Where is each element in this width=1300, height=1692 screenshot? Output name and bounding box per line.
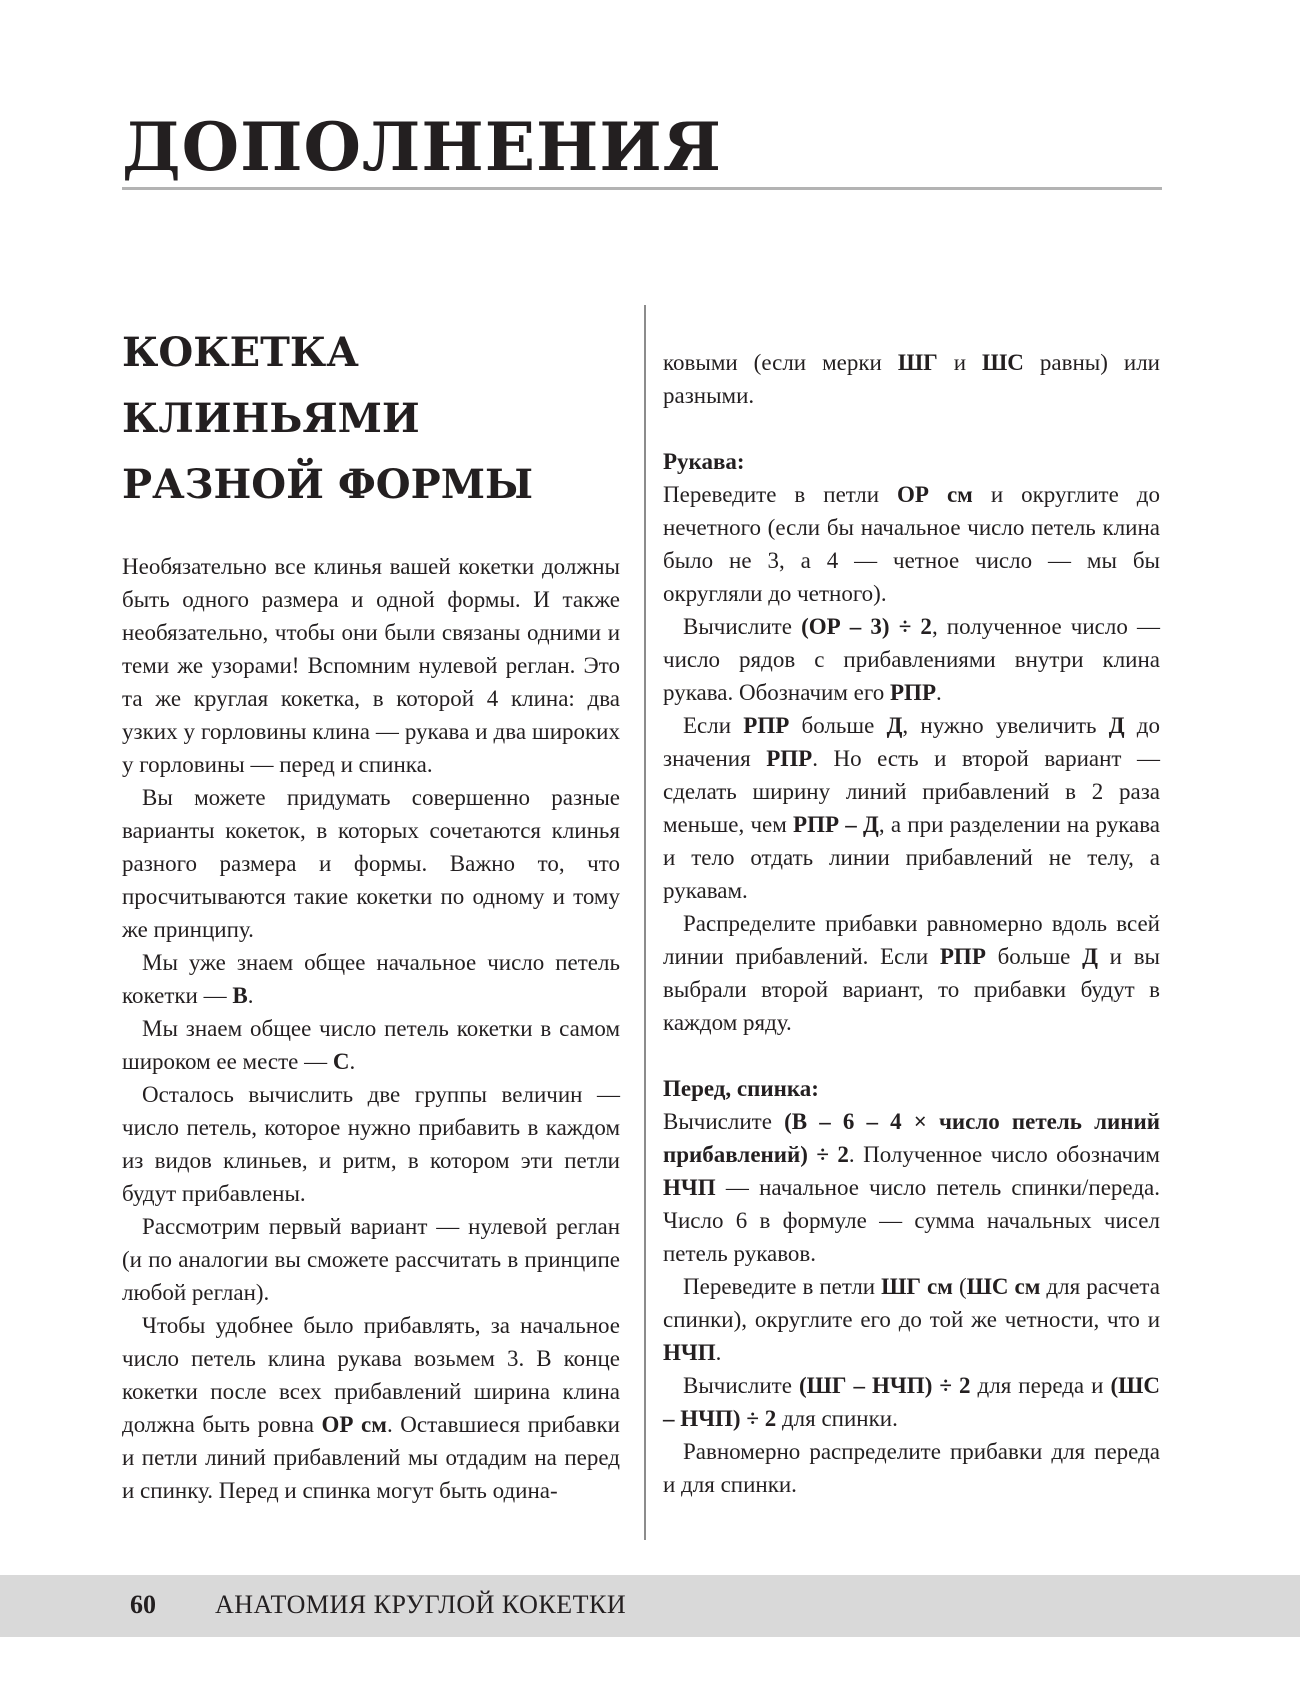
text-run: , полученное число — число рядов с прибавлениями внутри клина рукава. Обозначим его [663,614,1160,705]
text-run: для расчета спинки), округлите его до той же четности, что и [663,1274,1160,1332]
text-run: . Но есть и второй вариант — сделать ширину линий прибавлений в 2 раза меньше, чем [663,746,1161,837]
section-title-line: РАЗНОЙ ФОРМЫ [122,461,534,508]
formula: (В – 6 – 4 × число петель линий прибавлений) ÷ 2 [663,1109,1160,1167]
text-run: , а при разделении на рукава и тело отдать линии прибавлений не телу, а рукавам. [663,812,1161,903]
footer-bar [0,1575,1300,1637]
paragraph: Необязательно все клинья вашей кокетки должны быть одного размера и одной формы. И также необязательно, чтобы они были связаны одними и теми же узорами! Вспомним нулевой реглан. Это та же круглая кокетка, в которой 4 клина: два узких у горловины клина — рукава и два широких у горловины — перед и спинка. [122,554,620,777]
paragraph [663,478,1160,610]
formula: РПР – Д [793,812,879,837]
paragraph [663,709,1160,907]
paragraph [663,346,1160,412]
spacer [663,1039,1160,1072]
subheading-front-back: Перед, спинка: [663,1076,819,1101]
text-run: Вычислите [683,1373,799,1398]
right-column [663,346,1160,1501]
text-run: ( [952,1274,967,1299]
text-run: Распределите прибавки равномерно вдоль всей линии прибавлений. Если [663,911,1160,969]
variable-term: ШГ см [881,1274,953,1299]
section-title-line: КОКЕТКА [122,329,359,376]
variable-term: ШС [982,350,1024,375]
title-rule [122,187,1162,190]
page-number: 60 [130,1590,156,1619]
text-run: Вычислите [683,614,802,639]
running-head: АНАТОМИЯ КРУГЛОЙ КОКЕТКИ [215,1590,627,1619]
text-run: . [936,680,942,705]
text-run: для переда и [970,1373,1111,1398]
variable-term: Д [886,713,903,738]
paragraph: Осталось вычислить две группы величин — число петель, которое нужно прибавить в каждом из видов клиньев, и ритм, в котором эти петли будут прибавлены. [122,1082,620,1206]
text-run: и вы выбрали второй вариант, то прибавки будут в каждом ряду. [663,944,1161,1035]
variable-term: НЧП [663,1175,716,1200]
formula: (ШС – НЧП) ÷ 2 [663,1373,1161,1431]
text-run: ковыми (если мерки [663,350,898,375]
text-run: для спинки. [776,1406,898,1431]
variable-term: ОР см [897,482,973,507]
paragraph: Равномерно распределите прибавки для переда и для спинки. [663,1439,1160,1497]
text-run: Если [683,713,744,738]
paragraph [663,1105,1160,1270]
formula: (ОР – 3) ÷ 2 [801,614,932,639]
paragraph: Вы можете придумать совершенно разные варианты кокеток, в которых сочетаются клинья разного размера и формы. Важно то, что просчитываются такие кокетки по одному и тому же принципу. [122,785,620,942]
variable-term: РПР [766,746,813,771]
text-run: . [715,1340,722,1365]
text-run: . [349,1049,356,1074]
text-run: Чтобы удобнее было прибавлять, за начальное число петель клина рукава возьмем 3. В конце кокетки после всех прибавлений ширина клина должна быть ровна [122,1313,620,1437]
text-run: . Полученное число обозначим [848,1142,1160,1167]
text-run: Вычислите [663,1109,785,1134]
column-divider [644,305,646,1540]
paragraph [663,610,1160,709]
paragraph [122,946,620,1012]
text-run: и округлите до нечетного (если бы начальное число петель клина было не 3, а 4 — четное число — мы бы округляли до четного). [663,482,1160,606]
text-run: . [247,983,254,1008]
section-title [122,320,620,518]
formula: (ШГ – НЧП) ÷ 2 [798,1373,971,1398]
variable-term: ШС см [966,1274,1041,1299]
spacer [663,412,1160,445]
left-column [122,320,620,1507]
text-run: Переведите в петли [683,1274,882,1299]
text-run: Мы знаем общее число петель кокетки в самом широком ее месте — [122,1016,620,1074]
text-run: больше [789,713,887,738]
text-run: больше [985,944,1083,969]
text-run: Переведите в петли [663,482,898,507]
text-run: . Оставшиеся прибавки и петли линий прибавлений мы отдадим на перед и спинку. Перед и спинка могут быть одина- [122,1412,620,1503]
subheading-sleeves: Рукава: [663,449,745,474]
paragraph: Рассмотрим первый вариант — нулевой реглан (и по аналогии вы сможете рассчитать в принципе любой реглан). [122,1214,620,1305]
variable-term: В [232,983,248,1008]
variable-term: РПР [890,680,936,705]
variable-term: Д [1108,713,1125,738]
variable-term: НЧП [663,1340,716,1365]
variable-term: Д [1082,944,1098,969]
paragraph [122,1309,620,1507]
paragraph [663,907,1160,1039]
section-title-line: КЛИНЬЯМИ [122,395,420,442]
variable-term: С [332,1049,350,1074]
variable-term: РПР [939,944,986,969]
text-run: Мы уже знаем общее начальное число петель кокетки — [122,950,620,1008]
paragraph [122,1012,620,1078]
variable-term: ОР см [321,1412,387,1437]
variable-term: РПР [743,713,790,738]
paragraph [663,1369,1160,1435]
text-run: до значения [663,713,1161,771]
text-run: — начальное число петель спинки/переда. Число 6 в формуле — сумма начальных чисел петель рукавов. [663,1175,1160,1266]
text-run: и [937,350,983,375]
paragraph [663,1270,1160,1369]
chapter-title: ДОПОЛНЕНИЯ [122,108,722,186]
text-run: , нужно увеличить [902,713,1109,738]
text-run: равны) или разными. [663,350,1160,408]
variable-term: ШГ [897,350,938,375]
